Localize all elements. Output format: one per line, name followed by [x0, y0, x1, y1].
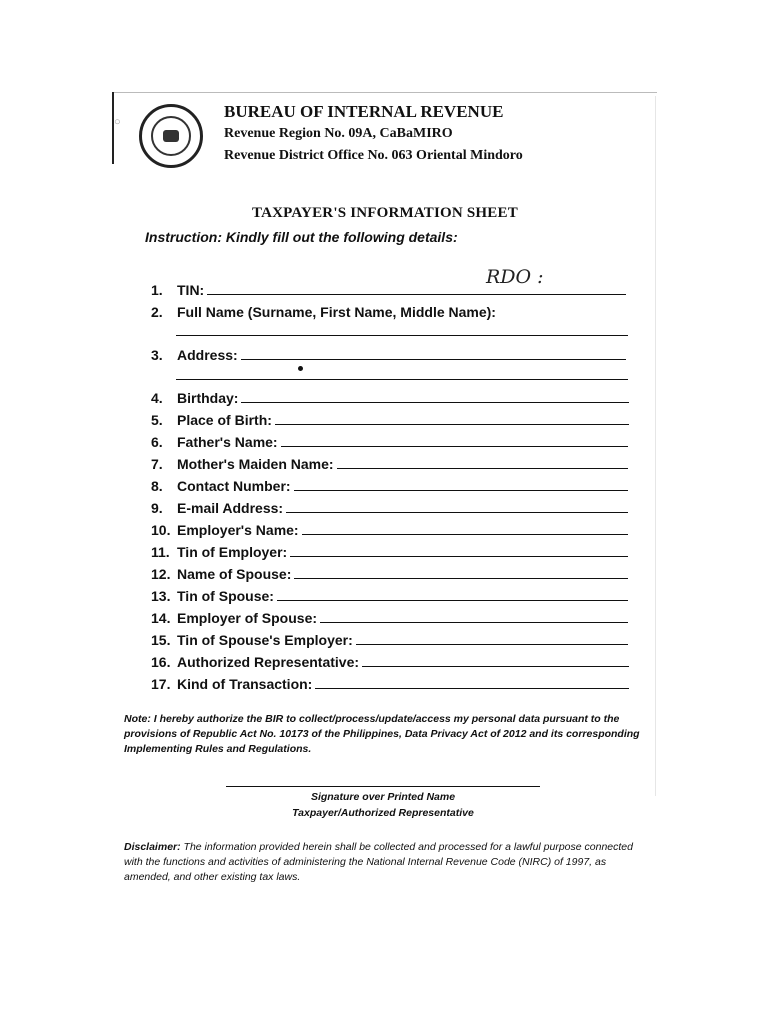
page-top-border [112, 92, 657, 93]
address-fill-line-2[interactable] [176, 379, 628, 380]
fill-line[interactable] [294, 578, 628, 579]
page-right-border [655, 96, 656, 796]
field-email-address[interactable] [151, 494, 628, 516]
field-fathers-name[interactable] [151, 428, 628, 450]
field-label: Employer's Name: [177, 522, 299, 538]
field-label: E-mail Address: [177, 500, 284, 516]
bureau-name: BUREAU OF INTERNAL REVENUE [224, 102, 504, 121]
field-number: 16. [151, 654, 171, 670]
field-tin-of-employer[interactable] [151, 538, 628, 560]
fill-line[interactable] [281, 446, 628, 447]
field-label: Place of Birth: [177, 412, 272, 428]
form-title: TAXPAYER'S INFORMATION SHEET [252, 205, 518, 221]
form-instruction: Instruction: Kindly fill out the following details: [145, 229, 458, 245]
field-full-name [151, 298, 626, 320]
fill-line[interactable] [337, 468, 628, 469]
field-label: Tin of Employer: [177, 544, 288, 560]
field-address[interactable] [151, 341, 626, 363]
field-name-of-spouse[interactable] [151, 560, 628, 582]
fill-line[interactable] [315, 688, 629, 689]
disclaimer [124, 840, 650, 885]
fill-line[interactable] [320, 622, 628, 623]
field-number: 3. [151, 347, 163, 363]
fill-line[interactable] [275, 424, 629, 425]
field-label: Birthday: [177, 390, 239, 406]
fill-line[interactable] [207, 294, 626, 295]
fill-line[interactable] [362, 666, 629, 667]
field-label: Employer of Spouse: [177, 610, 318, 626]
field-place-of-birth[interactable] [151, 406, 629, 428]
field-label: Full Name (Surname, First Name, Middle Name): [177, 304, 496, 320]
seal-inner-ring [151, 116, 191, 156]
field-label: Name of Spouse: [177, 566, 292, 582]
field-number: 4. [151, 390, 163, 406]
seal-emblem [163, 130, 179, 142]
field-number: 11. [151, 544, 170, 560]
signature-label: Signature over Printed Name [310, 791, 456, 803]
field-label: Address: [177, 347, 238, 363]
fill-line[interactable] [302, 534, 628, 535]
field-mothers-maiden-name[interactable] [151, 450, 628, 472]
field-number: 6. [151, 434, 163, 450]
privacy-consent-note: Note: I hereby authorize the BIR to collect/process/update/access my personal data pursuant to the provisions of Republic Act No. 10173 of the Philippines, Data Privacy Act of 2012 and its corresponding Implementing Rules and Regulations. [124, 713, 640, 755]
agency-header [224, 101, 523, 167]
field-number: 14. [151, 610, 171, 626]
field-label: TIN: [177, 282, 205, 298]
field-contact-number[interactable] [151, 472, 628, 494]
field-number: 8. [151, 478, 163, 494]
field-tin[interactable] [151, 276, 626, 298]
fill-line[interactable] [241, 359, 626, 360]
disclaimer-text: The information provided herein shall be collected and processed for a lawful purpose connected with the functions and activities of administering the National Internal Revenue Code (NIRC) of 1997, as amended, and other existing tax laws. [124, 841, 633, 883]
field-label: Father's Name: [177, 434, 278, 450]
field-number: 2. [151, 304, 163, 320]
field-number: 9. [151, 500, 163, 516]
field-number: 10. [151, 522, 171, 538]
fill-line[interactable] [241, 402, 629, 403]
field-number: 12. [151, 566, 171, 582]
field-employer-of-spouse[interactable] [151, 604, 628, 626]
full-name-fill-line[interactable] [176, 335, 628, 336]
field-label: Kind of Transaction: [177, 676, 313, 692]
fill-line[interactable] [290, 556, 628, 557]
region-name: Revenue Region No. 09A, CaBaMIRO [224, 126, 453, 141]
field-label: Tin of Spouse's Employer: [177, 632, 353, 648]
fill-line[interactable] [356, 644, 628, 645]
bir-seal-logo [139, 104, 203, 168]
field-number: 5. [151, 412, 163, 428]
field-number: 1. [151, 282, 163, 298]
ink-mark [298, 366, 303, 371]
field-authorized-representative[interactable] [151, 648, 629, 670]
handwritten-rdo-note: RDO : [486, 266, 544, 288]
field-employers-name[interactable] [151, 516, 628, 538]
fill-line[interactable] [294, 490, 628, 491]
signatory-role-label: Taxpayer/Authorized Representative [292, 807, 474, 819]
field-number: 7. [151, 456, 163, 472]
page-left-border [112, 92, 114, 164]
field-label: Mother's Maiden Name: [177, 456, 334, 472]
field-tin-of-spouse[interactable] [151, 582, 628, 604]
field-number: 13. [151, 588, 171, 604]
fill-line[interactable] [286, 512, 628, 513]
scan-artifact: ○ [114, 116, 121, 128]
fill-line[interactable] [277, 600, 628, 601]
disclaimer-label: Disclaimer: [124, 841, 181, 853]
signature-line[interactable] [226, 786, 540, 787]
field-number: 17. [151, 676, 171, 692]
field-label: Contact Number: [177, 478, 291, 494]
field-label: Tin of Spouse: [177, 588, 274, 604]
field-birthday[interactable] [151, 384, 629, 406]
field-label: Authorized Representative: [177, 654, 360, 670]
field-kind-of-transaction[interactable] [151, 670, 629, 692]
field-number: 15. [151, 632, 171, 648]
field-tin-of-spouses-employer[interactable] [151, 626, 628, 648]
district-office-name: Revenue District Office No. 063 Oriental Mindoro [224, 148, 523, 163]
